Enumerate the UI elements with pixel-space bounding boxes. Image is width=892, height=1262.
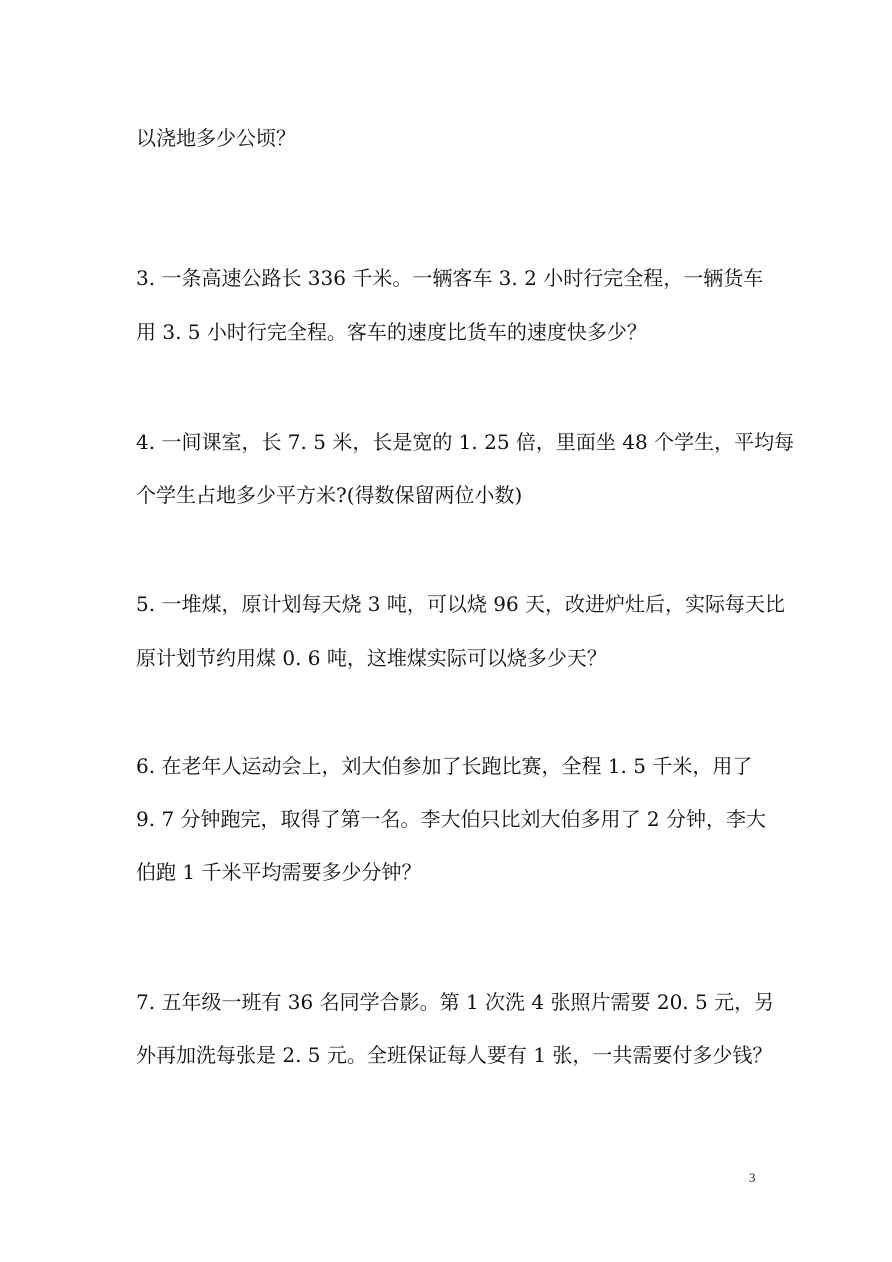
- question-3-line-1: 3. 一条高速公路长 336 千米。一辆客车 3. 2 小时行完全程，一辆货车: [136, 266, 764, 290]
- question-4-line-2: 个学生占地多少平方米?(得数保留两位小数): [136, 483, 523, 507]
- question-4-line-1: 4. 一间课室，长 7. 5 米，长是宽的 1. 25 倍，里面坐 48 个学生，平均每: [136, 430, 795, 454]
- question-5-line-1: 5. 一堆煤，原计划每天烧 3 吨，可以烧 96 天，改进炉灶后，实际每天比: [136, 592, 786, 616]
- question-5-line-2: 原计划节约用煤 0. 6 吨，这堆煤实际可以烧多少天？: [136, 646, 607, 670]
- text-line: 以浇地多少公顷？: [136, 126, 296, 150]
- question-7-line-2: 外再加洗每张是 2. 5 元。全班保证每人要有 1 张，一共需要付多少钱？: [136, 1043, 773, 1067]
- question-3-line-2: 用 3. 5 小时行完全程。客车的速度比货车的速度快多少？: [136, 320, 647, 344]
- page-number: 3: [749, 1170, 756, 1185]
- question-7-line-1: 7. 五年级一班有 36 名同学合影。第 1 次洗 4 张照片需要 20. 5 元，另: [136, 990, 775, 1014]
- question-6-line-3: 伯跑 1 千米平均需要多少分钟？: [136, 860, 422, 884]
- question-6-line-1: 6. 在老年人运动会上，刘大伯参加了长跑比赛，全程 1. 5 千米，用了: [136, 754, 753, 778]
- question-6-line-2: 9. 7 分钟跑完，取得了第一名。李大伯只比刘大伯多用了 2 分钟，李大: [136, 807, 766, 831]
